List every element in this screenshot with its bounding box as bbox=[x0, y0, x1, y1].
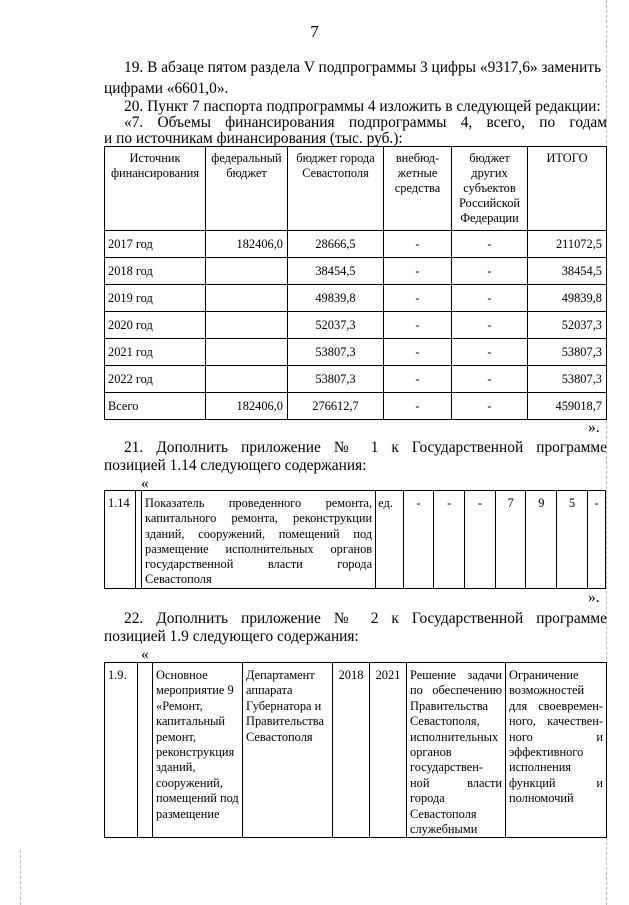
cell-total: 211072,5 bbox=[528, 231, 607, 258]
cell-federal bbox=[206, 258, 288, 285]
cell-federal: 182406,0 bbox=[206, 231, 288, 258]
cell-city: 276612,7 bbox=[288, 393, 384, 420]
cell-year: Всего bbox=[105, 393, 206, 420]
finance-table bbox=[104, 146, 607, 420]
header-extrabudget: внебюд-жетные средства bbox=[384, 147, 452, 231]
blank-cell bbox=[138, 663, 153, 838]
indicator-value: - bbox=[434, 491, 465, 589]
cell-federal bbox=[206, 366, 288, 393]
table-row bbox=[105, 393, 607, 420]
measure-name: Основное мероприятие 9 «Ремонт, капитальный ремонт, реконструкция зданий, сооружений, помещений под размещение bbox=[153, 663, 243, 838]
table-row bbox=[105, 231, 607, 258]
header-federal: федеральный бюджет bbox=[206, 147, 288, 231]
page-edge bbox=[20, 850, 21, 905]
cell-city: 52037,3 bbox=[288, 312, 384, 339]
finance-header-row bbox=[105, 147, 607, 231]
para20-line1: 20. Пункт 7 паспорта подпрограммы 4 изложить в следующей редакции: bbox=[124, 98, 601, 115]
para19-line1: 19. В абзаце пятом раздела V подпрограммы 3 цифры «9317,6» заменить bbox=[124, 59, 602, 76]
cell-other: - bbox=[452, 258, 528, 285]
cell-year: 2021 год bbox=[105, 339, 206, 366]
cell-extrabudget: - bbox=[384, 231, 452, 258]
page-number: 7 bbox=[310, 22, 319, 41]
indicator-table bbox=[104, 490, 606, 589]
indicator-value: - bbox=[403, 491, 434, 589]
cell-extrabudget: - bbox=[384, 312, 452, 339]
measure-end-year: 2021 bbox=[370, 663, 407, 838]
cell-extrabudget: - bbox=[384, 393, 452, 420]
cell-other: - bbox=[452, 366, 528, 393]
indicator-text: Показатель проведенного ремонта, капитального ремонта, реконструкции зданий, сооружений, помещений под размещение исполнительных органов государственной власти города Севастополя bbox=[142, 491, 376, 589]
measure-consequence: Ограничение возможностей для своевремен-ного, качествен-ного и эффективного исполнения функций и полномочий bbox=[506, 663, 607, 838]
measure-start-year: 2018 bbox=[333, 663, 370, 838]
indicator-number: 1.14 bbox=[105, 491, 136, 589]
header-other-subjects: бюджет других субъектов Российской Федерации bbox=[452, 147, 528, 231]
cell-other: - bbox=[452, 285, 528, 312]
para21-line1: 21. Дополнить приложение № 1 к Государственной программе bbox=[124, 439, 607, 456]
cell-total: 52037,3 bbox=[528, 312, 607, 339]
measure-table bbox=[104, 662, 607, 838]
para22-line1: 22. Дополнить приложение № 2 к Государственной программе bbox=[124, 610, 607, 627]
open-quote: « bbox=[141, 646, 149, 663]
cell-total: 49839,8 bbox=[528, 285, 607, 312]
cell-extrabudget: - bbox=[384, 258, 452, 285]
cell-other: - bbox=[452, 312, 528, 339]
table-row bbox=[105, 339, 607, 366]
cell-federal bbox=[206, 339, 288, 366]
open-quote: « bbox=[141, 475, 149, 492]
closing-quote: ». bbox=[588, 589, 600, 606]
cell-other: - bbox=[452, 393, 528, 420]
cell-other: - bbox=[452, 339, 528, 366]
para22-line2: позицией 1.9 следующего содержания: bbox=[104, 628, 359, 645]
indicator-value: - bbox=[587, 491, 605, 589]
indicator-value: 5 bbox=[557, 491, 588, 589]
cell-year: 2020 год bbox=[105, 312, 206, 339]
cell-city: 53807,3 bbox=[288, 366, 384, 393]
cell-federal bbox=[206, 285, 288, 312]
cell-total: 459018,7 bbox=[528, 393, 607, 420]
measure-task: Решение задачи по обеспечению Правительства Севастополя, исполнительных органов государствен-ной власти города Севастополя служебными bbox=[407, 663, 506, 838]
cell-total: 53807,3 bbox=[528, 366, 607, 393]
measure-number: 1.9. bbox=[105, 663, 138, 838]
table-row bbox=[105, 312, 607, 339]
header-total: ИТОГО bbox=[528, 147, 607, 231]
cell-extrabudget: - bbox=[384, 285, 452, 312]
cell-extrabudget: - bbox=[384, 366, 452, 393]
cell-federal bbox=[206, 312, 288, 339]
cell-city: 38454,5 bbox=[288, 258, 384, 285]
cell-city: 49839,8 bbox=[288, 285, 384, 312]
cell-year: 2017 год bbox=[105, 231, 206, 258]
indicator-value: - bbox=[465, 491, 496, 589]
table-row bbox=[105, 491, 606, 589]
cell-total: 53807,3 bbox=[528, 339, 607, 366]
cell-city: 53807,3 bbox=[288, 339, 384, 366]
para21-line2: позицией 1.14 следующего содержания: bbox=[104, 457, 367, 474]
cell-city: 28666,5 bbox=[288, 231, 384, 258]
para19-line2: цифрами «6601,0». bbox=[104, 80, 229, 97]
cell-year: 2019 год bbox=[105, 285, 206, 312]
para20-line3: и по источникам финансирования (тыс. руб.): bbox=[104, 130, 403, 147]
cell-total: 38454,5 bbox=[528, 258, 607, 285]
cell-federal: 182406,0 bbox=[206, 393, 288, 420]
indicator-value: 7 bbox=[495, 491, 526, 589]
indicator-unit: ед. bbox=[376, 491, 404, 589]
cell-extrabudget: - bbox=[384, 339, 452, 366]
para20-line2: «7. Объемы финансирования подпрограммы 4, всего, по годам bbox=[124, 114, 607, 131]
header-city: бюджет города Севастополя bbox=[288, 147, 384, 231]
cell-other: - bbox=[452, 231, 528, 258]
cell-year: 2018 год bbox=[105, 258, 206, 285]
indicator-value: 9 bbox=[526, 491, 557, 589]
measure-executor: Департамент аппарата Губернатора и Правительства Севастополя bbox=[243, 663, 333, 838]
header-source: Источник финансирования bbox=[105, 147, 206, 231]
table-row bbox=[105, 285, 607, 312]
table-row bbox=[105, 366, 607, 393]
cell-year: 2022 год bbox=[105, 366, 206, 393]
table-row bbox=[105, 663, 607, 838]
closing-quote: ». bbox=[588, 419, 600, 436]
table-row bbox=[105, 258, 607, 285]
